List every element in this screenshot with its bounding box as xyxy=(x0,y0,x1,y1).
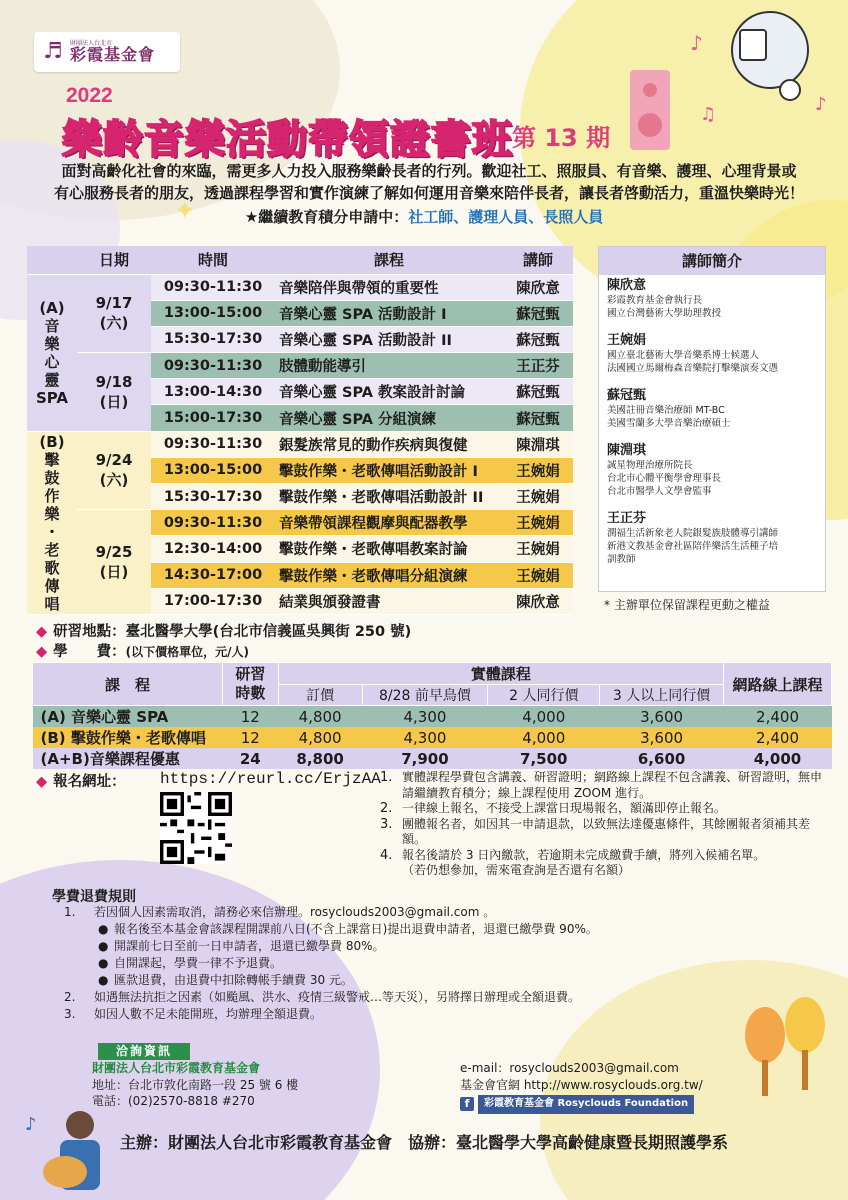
qr-code-icon[interactable] xyxy=(160,792,232,864)
fee-line: ◆ 學 費：(以下價格單位，元/人) xyxy=(36,644,250,660)
refund-bullet: ● 報名後至本基金會該課程開課前八日(不含上課當日)提出退費申請者，退還已繳學費 90%。 xyxy=(98,922,598,936)
date-cell: 9/17 (六) xyxy=(77,274,151,353)
table-row: 13:00-15:00 音樂心靈 SPA 活動設計 I 蘇冠甄 xyxy=(27,300,573,326)
refund-item: 3. 如因人數不足未能開班，均辦理全額退費。 xyxy=(64,1007,323,1021)
facebook-link[interactable]: f 彩霞教育基金會 Rosyclouds Foundation xyxy=(460,1095,703,1114)
table-row: 14:30-17:00 擊鼓作樂・老歌傳唱分組演練 王婉娟 xyxy=(27,562,573,588)
refund-bullet: ● 自開課起，學費一律不予退費。 xyxy=(98,956,283,970)
table-row: 9/25 (日) 09:30-11:30 音樂帶領課程觀摩與配器教學 王婉娟 xyxy=(27,510,573,536)
speaker-icon xyxy=(630,70,670,150)
col-date: 日期 xyxy=(77,246,151,274)
diamond-icon: ◆ xyxy=(36,624,48,640)
table-row: 15:30-17:30 音樂心靈 SPA 活動設計 II 蘇冠甄 xyxy=(27,326,573,352)
refund-title: 學費退費規則 xyxy=(52,889,136,905)
instructor-item: 王婉娟 國立臺北藝術大學音樂系博士候選人 法國國立馬爾梅森音樂院打擊樂演奏文憑 xyxy=(607,333,779,374)
year: 2022 xyxy=(66,84,113,107)
logo-subtitle: 財團法人台北市 xyxy=(70,40,113,47)
logo-name: 彩霞基金會 xyxy=(70,45,156,64)
schedule-header-row xyxy=(27,246,573,274)
sparkle-icon: ✦ xyxy=(174,196,196,226)
contact-online xyxy=(460,1060,703,1114)
refund-rules xyxy=(64,904,744,1023)
registration-link[interactable]: https://reurl.cc/ErjzAA xyxy=(160,770,381,788)
instructor-item: 王正芬 潤福生活新象老人院銀髮族肢體導引講師 新港文教基金會社區陪伴樂活生活種子培 訓教師 xyxy=(607,511,779,565)
contact-tag: 洽詢資訊 xyxy=(98,1043,190,1060)
col-hours: 研習 時數 xyxy=(222,663,278,706)
svg-text:♪: ♪ xyxy=(25,1114,37,1135)
table-row: (A+B)音樂課程優惠 24 8,800 7,900 7,500 6,600 4,000 xyxy=(33,748,832,769)
instructor-panel-title: 講師簡介 xyxy=(599,247,825,275)
table-row: 13:00-14:30 音樂心靈 SPA 教案設計討論 蘇冠甄 xyxy=(27,379,573,405)
refund-bullet: ● 開課前七日至前一日申請者，退還已繳學費 80%。 xyxy=(98,939,385,953)
table-row: 15:00-17:30 音樂心靈 SPA 分組演練 蘇冠甄 xyxy=(27,405,573,431)
refund-bullet: ● 匯款退費，由退費中扣除轉帳手續費 30 元。 xyxy=(98,973,353,987)
table-row: 12:30-14:00 擊鼓作樂・老歌傳唱教案討論 王婉娟 xyxy=(27,536,573,562)
col-physical: 實體課程 xyxy=(278,663,723,685)
date-cell: 9/24 (六) xyxy=(77,431,151,510)
location-line: ◆ 研習地點：臺北醫學大學(台北市信義區吳興街 250 號) xyxy=(36,624,412,640)
footer-organizers: 主辦：財團法人台北市彩霞教育基金會 協辦：臺北醫學大學高齡健康暨長期照護學系 xyxy=(119,1133,728,1152)
fee-table: 課 程 研習 時數 實體課程 網路線上課程 訂價 8/28 前早鳥價 2 人同行價 3 人以上同行價 (A) 音樂心靈 SPA 12 4,800 4,300 4,000 3,600 2,400 (B) 擊鼓作樂・老歌傳唱 12 4,800 4,300 4,000 3,600 2,400 (A+B)音樂課程優惠 24 8,800 7,900 7,500 6,600 4,000 xyxy=(32,662,832,769)
registration-notes xyxy=(380,770,830,879)
table-row: 15:30-17:30 擊鼓作樂・老歌傳唱活動設計 II 王婉娟 xyxy=(27,484,573,510)
col-course: 課程 xyxy=(275,246,503,274)
table-row: (B) 擊 鼓 作 樂 ・ 老 歌 傳 唱 9/24 (六) 09:30-11:30 銀髮族常見的動作疾病與復健 陳淵琪 xyxy=(27,431,573,457)
organizer-note: * 主辦單位保留課程更動之權益 xyxy=(604,598,770,612)
contact-email[interactable]: e-mail：rosyclouds2003@gmail.com xyxy=(460,1061,679,1075)
date-cell: 9/25 (日) xyxy=(77,510,151,615)
schedule-table xyxy=(27,246,573,615)
col-course-name: 課 程 xyxy=(33,663,223,706)
page-title: 樂齡音樂活動帶領證書班 xyxy=(62,117,513,163)
table-row: 17:00-17:30 結業與頒發證書 陳欣意 xyxy=(27,588,573,614)
table-row: (B) 擊鼓作樂・老歌傳唱 12 4,800 4,300 4,000 3,600 2,400 xyxy=(33,727,832,748)
diamond-icon: ◆ xyxy=(36,774,48,790)
diamond-icon: ◆ xyxy=(36,644,48,660)
badge-icon xyxy=(780,80,800,100)
contact-website[interactable]: 基金會官網 http://www.rosyclouds.org.tw/ xyxy=(460,1077,703,1092)
svg-text:♪: ♪ xyxy=(690,31,703,55)
registration-label: ◆ 報名網址： xyxy=(36,774,126,790)
col-teacher: 講師 xyxy=(503,246,573,274)
note-item: 4. 報名後請於 3 日內繳款，若逾期未完成繳費手續，將列入候補名單。 xyxy=(380,847,766,863)
col-online: 網路線上課程 xyxy=(724,663,832,706)
table-row: 9/18 (日) 09:30-11:30 肢體動能導引 王正芬 xyxy=(27,353,573,379)
date-cell: 9/18 (日) xyxy=(77,353,151,432)
table-row: 13:00-15:00 擊鼓作樂・老歌傳唱活動設計 I 王婉娟 xyxy=(27,457,573,483)
credit-line: ★繼續教育積分申請中：社工師、護理人員、長照人員 xyxy=(244,208,604,226)
section-a-label: (A) 音 樂 心 靈 SPA xyxy=(27,274,77,431)
table-row: (A) 音樂心靈 SPA 12 4,800 4,300 4,000 3,600 2,400 xyxy=(33,706,832,728)
foundation-logo xyxy=(34,32,180,72)
period-label: 第 13 期 xyxy=(512,124,611,152)
svg-text:♪: ♪ xyxy=(815,94,827,115)
instructor-item: 陳欣意 彩霞教育基金會執行長 國立台灣藝術大學助理教授 xyxy=(607,278,722,319)
svg-text:♫: ♫ xyxy=(700,104,717,125)
note-extra: （若仍想參加，需來電查詢是否還有名額） xyxy=(402,863,631,877)
col-time: 時間 xyxy=(151,246,275,274)
refund-item: 1. 若因個人因素需取消，請務必來信辦理。rosyclouds2003@gmail.com 。 xyxy=(64,905,496,919)
instructor-panel xyxy=(598,246,826,592)
contact-info: 財團法人台北市彩霞教育基金會 地址：台北市敦化南路一段 25 號 6 樓 電話：(02)2570-8818 #270 xyxy=(92,1061,299,1108)
instructor-item: 蘇冠甄 美國註冊音樂治療師 MT-BC 美國雪蘭多大學音樂治療碩士 xyxy=(607,388,731,429)
note-item: 3. 團體報名者，如因其一申請退款，以致無法達優惠條件，其餘團報者須補其差額。 xyxy=(380,816,811,846)
refund-item: 2. 如遇無法抗拒之因素（如颱風、洪水、疫情三級警戒…等天災），另將擇日辦理或全額退費。 xyxy=(64,990,581,1004)
intro-text: 面對高齡化社會的來臨，需更多人力投入服務樂齡長者的行列。歡迎社工、照服員、有音樂、護理、心理背景或 有心服務長者的朋友，透過課程學習和實作演練了解如何運用音樂來陪伴長者，讓長者啓動活力，重溫快樂時光！ xyxy=(53,162,804,202)
section-b-label: (B) 擊 鼓 作 樂 ・ 老 歌 傳 唱 xyxy=(27,431,77,614)
note-item: 2. 一律線上報名，不接受上課當日現場報名，額滿即停止報名。 xyxy=(380,801,727,816)
instructor-item: 陳淵琪 誠星物理治療所院長 台北市心體平衡學會理事長 台北市醫學人文學會監事 xyxy=(607,443,722,497)
credit-targets: 社工師、護理人員、長照人員 xyxy=(408,208,604,226)
facebook-icon: f xyxy=(460,1097,474,1111)
music-illustration xyxy=(600,10,840,160)
note-item: 1. 實體課程學費包含講義、研習證明；網路線上課程不包含講義、研習證明，無申請繼續教育積分；線上課程使用 ZOOM 進行。 xyxy=(380,770,823,800)
lyre-icon: ♬ xyxy=(43,39,63,64)
table-row: (A) 音 樂 心 靈 SPA 9/17 (六) 09:30-11:30 音樂陪伴與帶領的重要性 陳欣意 xyxy=(27,274,573,300)
